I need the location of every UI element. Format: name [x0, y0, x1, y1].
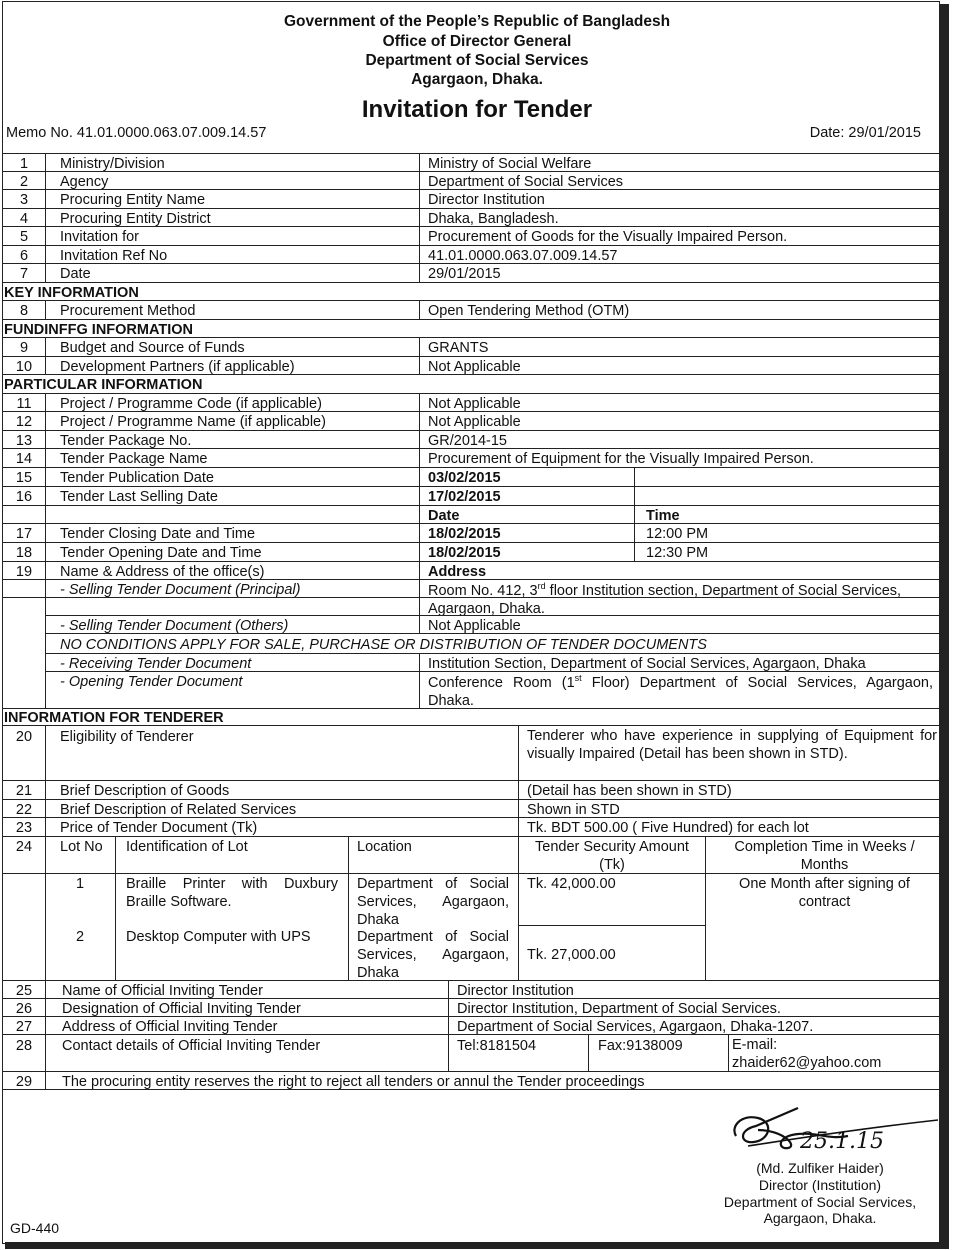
row-value: Shown in STD	[527, 802, 620, 818]
signatory-place: Agargaon, Dhaka.	[763, 1210, 877, 1227]
lot-security-amount: Tk. 42,000.00	[527, 876, 616, 892]
row-value: GR/2014-15	[428, 433, 507, 449]
opening-label: - Opening Tender Document	[60, 674, 243, 690]
opening-date: 18/02/2015	[428, 545, 501, 561]
signatory-block	[700, 1160, 940, 1227]
signatory-name: (Md. Zulfiker Haider)	[756, 1160, 884, 1176]
department-title: Department of Social Services	[365, 52, 589, 69]
page-shadow-right	[940, 4, 949, 1248]
identification-header: Identification of Lot	[126, 839, 248, 855]
row-divider	[45, 671, 939, 672]
row-number: 24	[15, 839, 33, 855]
row-label: Tender Last Selling Date	[60, 489, 218, 505]
section-funding-information: FUNDINFFG INFORMATION	[4, 322, 194, 338]
row-label: Procuring Entity District	[60, 211, 211, 227]
row-number: 7	[19, 266, 29, 282]
row-number: 9	[19, 340, 29, 356]
row-label: Ministry/Division	[60, 156, 165, 172]
receiving-value: Institution Section, Department of Social Services, Agargaon, Dhaka	[428, 656, 866, 672]
row-label: Development Partners (if applicable)	[60, 359, 295, 375]
row-number: 2	[19, 174, 29, 190]
document-title: Invitation for Tender	[361, 96, 593, 123]
row-value: Director Institution	[428, 192, 545, 208]
row-label: Invitation Ref No	[60, 248, 168, 264]
column-divider	[448, 980, 449, 1071]
signature-date: 25.1.15	[800, 1129, 884, 1154]
column-divider	[419, 653, 420, 708]
column-divider	[419, 393, 420, 633]
lot-number: 1	[75, 876, 85, 892]
column-divider	[518, 836, 519, 925]
column-divider	[45, 393, 46, 633]
row-value: Dhaka, Bangladesh.	[428, 211, 559, 227]
row-divider	[45, 633, 939, 634]
row-value: Ministry of Social Welfare	[428, 156, 592, 172]
location-header: Location	[357, 839, 412, 855]
row-divider	[3, 725, 939, 726]
row-label: Tender Package No.	[60, 433, 192, 449]
row-number: 16	[15, 489, 33, 505]
row-label: Tender Package Name	[60, 451, 208, 467]
row-divider	[3, 1089, 939, 1090]
form-code: GD-440	[10, 1220, 60, 1236]
row-value: Not Applicable	[428, 414, 521, 430]
opening-time: 12:30 PM	[646, 545, 709, 561]
row-divider	[45, 615, 939, 616]
column-divider	[419, 300, 420, 319]
column-divider	[728, 1034, 729, 1071]
row-divider	[3, 998, 939, 999]
row-number: 22	[15, 802, 33, 818]
row-number: 8	[19, 303, 29, 319]
office-title: Office of Director General	[382, 33, 572, 50]
opening-address: Conference Room (1st Floor) Department of Social Services, Agargaon, Dhaka.	[428, 673, 934, 709]
row-label: Name & Address of the office(s)	[60, 564, 265, 580]
row-number: 25	[15, 983, 33, 999]
row-label: Agency	[60, 174, 109, 190]
column-divider	[45, 300, 46, 319]
completion-header: Completion Time in Weeks / Months	[734, 839, 915, 874]
row-label: Tender Publication Date	[60, 470, 214, 486]
row-divider	[3, 817, 939, 818]
row-value: Tk. BDT 500.00 ( Five Hundred) for each lot	[527, 820, 809, 836]
section-information-for-tenderer: INFORMATION FOR TENDERER	[4, 710, 224, 726]
row-label: Designation of Official Inviting Tender	[62, 1001, 301, 1017]
row-divider	[3, 980, 939, 981]
row-number: 5	[19, 229, 29, 245]
row-divider	[3, 1034, 939, 1035]
row-divider	[518, 925, 705, 926]
row-label: Brief Description of Goods	[60, 783, 230, 799]
row-divider	[3, 1016, 939, 1017]
row-value: Department of Social Services	[428, 174, 624, 190]
column-divider	[419, 153, 420, 282]
address-column-header: Address	[428, 564, 487, 580]
eligibility-value: Tenderer who have experience in supplying of Equipment for visually Impaired (Detail has been shown in STD).	[527, 728, 937, 762]
row-label: Name of Official Inviting Tender	[62, 983, 263, 999]
row-number: 17	[15, 526, 33, 542]
row-label: Invitation for	[60, 229, 139, 245]
row-value: 29/01/2015	[428, 266, 501, 282]
lot-identification: Braille Printer with Duxbury Braille Software.	[126, 876, 338, 911]
lot-location: Department of Social Services, Agargaon, Dhaka	[357, 876, 509, 929]
row-number: 15	[15, 470, 33, 486]
row-number: 18	[15, 545, 33, 561]
row-divider	[3, 780, 939, 781]
row-divider	[3, 1071, 939, 1072]
row-number: 19	[15, 564, 33, 580]
row-value: 03/02/2015	[428, 470, 501, 486]
column-divider	[348, 836, 349, 980]
closing-time: 12:00 PM	[646, 526, 709, 542]
row-label: Tender Opening Date and Time	[60, 545, 262, 561]
row-number: 6	[19, 248, 29, 264]
others-selling-value: Not Applicable	[428, 618, 521, 634]
column-divider	[45, 153, 46, 282]
lot-identification: Desktop Computer with UPS	[126, 929, 311, 945]
row-divider	[3, 799, 939, 800]
row-number: 20	[15, 729, 33, 745]
row-label: Procurement Method	[60, 303, 196, 319]
row-value: Not Applicable	[428, 396, 521, 412]
signatory-department: Department of Social Services,	[723, 1193, 917, 1210]
row-divider	[45, 653, 939, 654]
row-value: Procurement of Goods for the Visually Impaired Person.	[428, 229, 788, 245]
row-label: Project / Programme Code (if applicable)	[60, 396, 322, 412]
principal-selling-label: - Selling Tender Document (Principal)	[60, 582, 301, 598]
section-key-information: KEY INFORMATION	[4, 285, 139, 301]
row-value: Open Tendering Method (OTM)	[428, 303, 630, 319]
location-title: Agargaon, Dhaka.	[411, 71, 543, 88]
column-divider	[115, 836, 116, 980]
contact-telephone: Tel:8181504	[457, 1038, 537, 1054]
row-value: (Detail has been shown in STD)	[527, 783, 732, 799]
row-value: Director Institution, Department of Social Services.	[457, 1001, 781, 1017]
row-number: 3	[19, 192, 29, 208]
lot-security-amount: Tk. 27,000.00	[527, 947, 616, 963]
row-number: 14	[15, 451, 33, 467]
row-value: Not Applicable	[428, 359, 521, 375]
closing-date: 18/02/2015	[428, 526, 501, 542]
row-number: 21	[15, 783, 33, 799]
row-label: Budget and Source of Funds	[60, 340, 245, 356]
row-value: 17/02/2015	[428, 489, 501, 505]
row-number: 27	[15, 1019, 33, 1035]
row-number: 28	[15, 1038, 33, 1054]
row-label: Brief Description of Related Services	[60, 802, 297, 818]
row-value: Procurement of Equipment for the Visually Impaired Person.	[428, 451, 814, 467]
others-selling-label: - Selling Tender Document (Others)	[60, 618, 289, 634]
date-column-header: Date	[428, 508, 460, 524]
signature-image	[728, 1100, 938, 1162]
govt-title: Government of the People’s Republic of Bangladesh	[283, 13, 671, 30]
row-label: Price of Tender Document (Tk)	[60, 820, 258, 836]
contact-fax: Fax:9138009	[598, 1038, 683, 1054]
reservation-clause: The procuring entity reserves the right to reject all tenders or annul the Tender proceedings	[62, 1074, 645, 1090]
contact-email-label: E-mail:	[732, 1037, 778, 1053]
row-number: 26	[15, 1001, 33, 1017]
lot-number: 2	[75, 929, 85, 945]
contact-email: zhaider62@yahoo.com	[732, 1055, 882, 1071]
signatory-designation: Director (Institution)	[758, 1176, 882, 1193]
row-label: Eligibility of Tenderer	[60, 729, 194, 745]
time-column-header: Time	[646, 508, 680, 524]
security-header: Tender Security Amount (Tk)	[535, 839, 689, 874]
row-label: Address of Official Inviting Tender	[62, 1019, 278, 1035]
row-number: 11	[16, 396, 32, 412]
row-label: Tender Closing Date and Time	[60, 526, 256, 542]
lot-location: Department of Social Services, Agargaon, Dhaka	[357, 929, 509, 982]
row-number: 12	[15, 414, 33, 430]
row-divider	[3, 873, 939, 874]
section-particular-information: PARTICULAR INFORMATION	[4, 377, 203, 393]
row-number: 10	[15, 359, 33, 375]
row-divider	[3, 523, 939, 524]
row-value: GRANTS	[428, 340, 489, 356]
row-label: Procuring Entity Name	[60, 192, 206, 208]
row-label: Contact details of Official Inviting Tender	[62, 1038, 321, 1054]
column-divider	[419, 337, 420, 374]
column-divider	[588, 1034, 589, 1071]
no-conditions-notice: NO CONDITIONS APPLY FOR SALE, PURCHASE OR DISTRIBUTION OF TENDER DOCUMENTS	[60, 637, 707, 653]
row-value: Department of Social Services, Agargaon, Dhaka-1207.	[457, 1019, 814, 1035]
row-label: Project / Programme Name (if applicable)	[60, 414, 326, 430]
column-divider	[634, 467, 635, 561]
column-divider	[45, 337, 46, 374]
row-value: Director Institution	[457, 983, 574, 999]
row-number: 13	[15, 433, 33, 449]
row-divider	[3, 836, 939, 837]
document-date: Date: 29/01/2015	[809, 125, 921, 141]
row-number: 1	[19, 156, 29, 172]
column-divider	[705, 836, 706, 980]
page-shadow-bottom	[5, 1242, 949, 1249]
row-divider	[3, 300, 939, 301]
row-value: 41.01.0000.063.07.009.14.57	[428, 248, 618, 264]
receiving-label: - Receiving Tender Document	[60, 656, 252, 672]
row-label: Date	[60, 266, 91, 282]
principal-selling-address: Room No. 412, 3rd floor Institution section, Department of Social Services, Agargaon, Dhaka.	[428, 581, 902, 617]
row-divider	[3, 153, 939, 154]
row-number: 29	[15, 1074, 33, 1090]
completion-time: One Month after signing of contract	[739, 876, 910, 911]
memo-number: Memo No. 41.01.0000.063.07.009.14.57	[6, 125, 267, 141]
lot-no-header: Lot No	[60, 839, 103, 855]
row-number: 23	[15, 820, 33, 836]
row-number: 4	[19, 211, 29, 227]
column-divider	[518, 925, 519, 980]
